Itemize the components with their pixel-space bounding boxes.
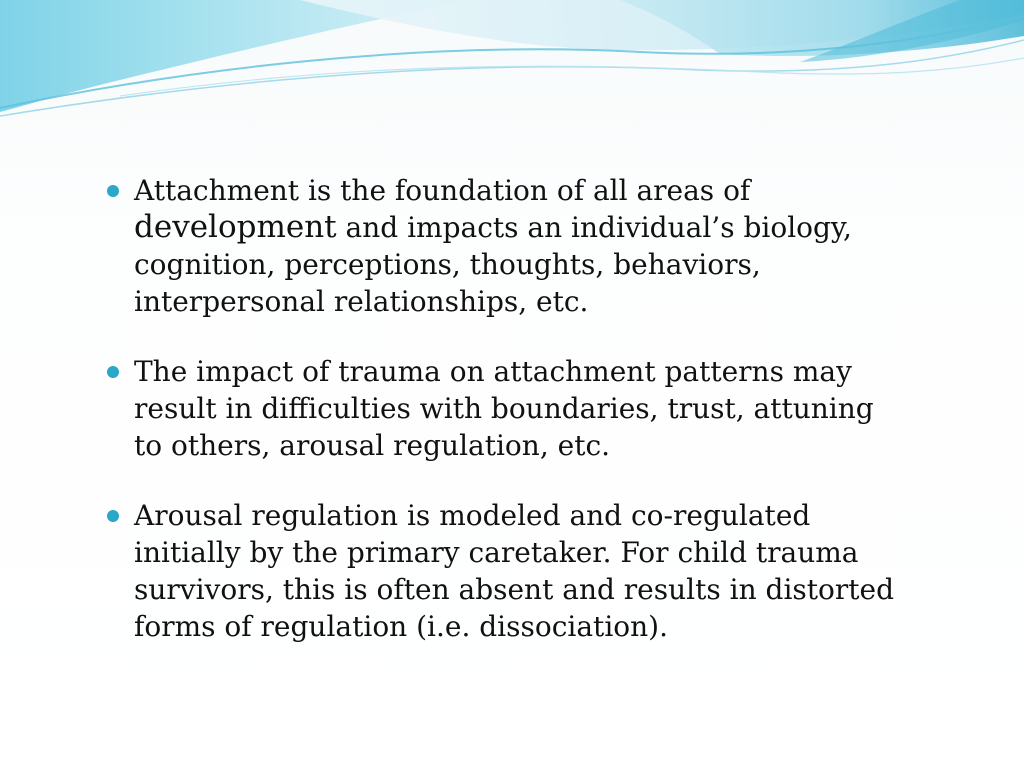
- bullet-dot-icon: [107, 185, 119, 197]
- bullet-list: [104, 172, 904, 645]
- bullet-item-attachment: [104, 172, 904, 320]
- bullet-text-part: and impacts an individual’s biology, cognition, perceptions, thoughts, behaviors, interpersonal relationships, etc.: [134, 211, 852, 318]
- bullet-item-trauma-impact: [104, 353, 904, 464]
- slide-content: [104, 172, 904, 645]
- bullet-text: The impact of trauma on attachment patterns may result in difficulties with boundaries, trust, attuning to others, arousal regulation, etc.: [134, 355, 874, 462]
- bullet-item-arousal-regulation: [104, 497, 904, 645]
- bullet-dot-icon: [107, 510, 119, 522]
- header-wave-decoration: [0, 0, 1024, 140]
- bullet-text-emphasis: development: [134, 209, 337, 245]
- bullet-text: Arousal regulation is modeled and co-regulated initially by the primary caretaker. For child trauma survivors, this is often absent and results in distorted forms of regulation (i.e. dissociation).: [134, 499, 895, 643]
- bullet-text-part: Attachment is the foundation of all areas of: [134, 174, 751, 207]
- bullet-dot-icon: [107, 366, 119, 378]
